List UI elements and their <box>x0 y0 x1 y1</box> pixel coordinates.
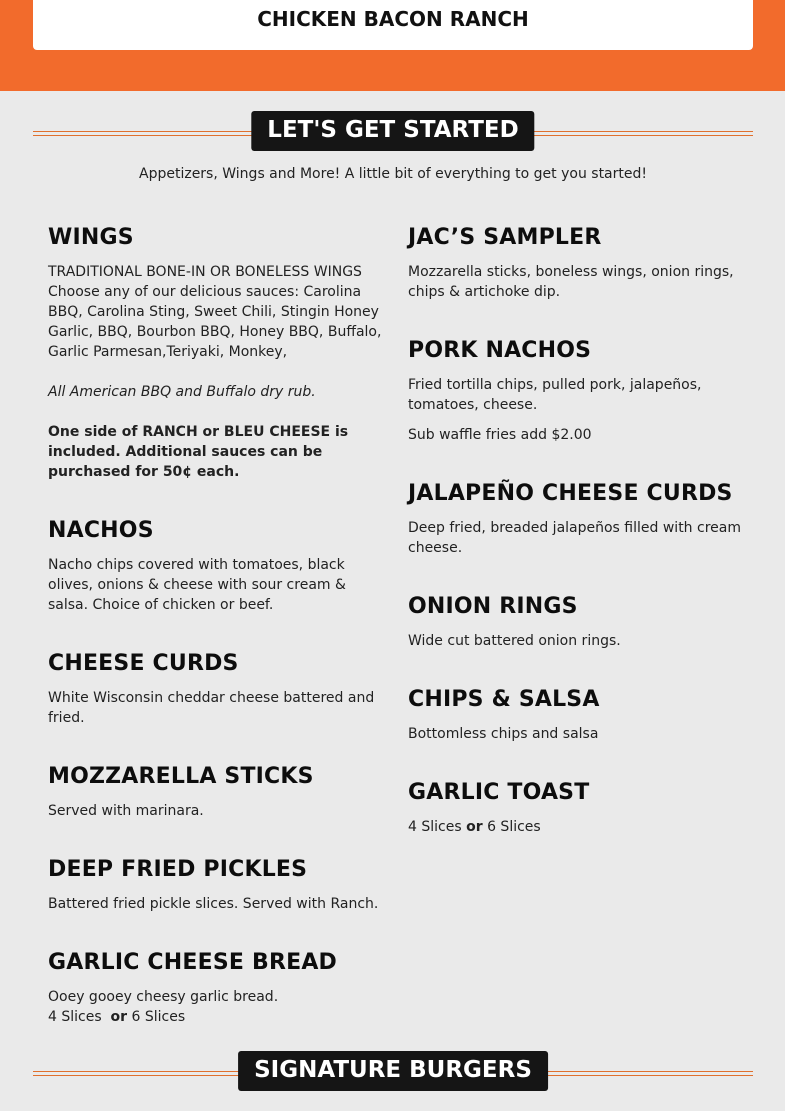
option-6-slices: 6 Slices <box>131 1009 186 1025</box>
item-description: Ooey gooey cheesy garlic bread. <box>48 989 279 1005</box>
item-description: Mozzarella sticks, boneless wings, onion rings, chips & artichoke dip. <box>408 264 734 300</box>
menu-item-nachos <box>48 518 383 615</box>
section-subtitle: Appetizers, Wings and More! A little bit of everything to get you started! <box>139 166 647 182</box>
option-4-slices: 4 Slices <box>408 819 462 835</box>
menu-item-mozzarella-sticks <box>48 764 383 821</box>
menu-item-jalapeno-cheese-curds <box>408 481 748 558</box>
item-description: White Wisconsin cheddar cheese battered and fried. <box>48 690 375 726</box>
item-description: Served with marinara. <box>48 803 204 819</box>
item-description: Nacho chips covered with tomatoes, black olives, onions & cheese with sour cream & salsa. Choice of chicken or beef. <box>48 557 346 613</box>
menu-item-onion-rings <box>408 594 748 651</box>
item-name: MOZZARELLA STICKS <box>48 764 314 789</box>
item-options <box>408 817 748 837</box>
item-description <box>48 262 383 362</box>
section-header-starters <box>33 111 753 151</box>
menu-column-right <box>408 225 748 867</box>
item-description: Battered fried pickle slices. Served with Ranch. <box>48 896 379 912</box>
item-name: DEEP FRIED PICKLES <box>48 857 308 882</box>
item-extra: Sub waffle fries add $2.00 <box>408 427 592 443</box>
item-name: JALAPEÑO CHEESE CURDS <box>408 481 733 506</box>
item-description: Fried tortilla chips, pulled pork, jalapeños, tomatoes, cheese. <box>408 377 702 413</box>
menu-item-garlic-toast <box>408 780 748 837</box>
section-title-burgers: SIGNATURE BURGERS <box>238 1051 548 1091</box>
item-name: ONION RINGS <box>408 594 578 619</box>
item-options <box>48 1007 383 1027</box>
section-header-burgers <box>33 1051 753 1091</box>
item-description: Wide cut battered onion rings. <box>408 633 621 649</box>
menu-item-chips-salsa <box>408 687 748 744</box>
item-name: CHIPS & SALSA <box>408 687 600 712</box>
wings-dry-rub: All American BBQ and Buffalo dry rub. <box>48 384 316 400</box>
menu-column-left <box>48 225 383 1057</box>
option-6-slices: 6 Slices <box>487 819 541 835</box>
promo-title: CHICKEN BACON RANCH <box>257 7 529 31</box>
menu-item-wings <box>48 225 383 482</box>
section-title-starters: LET'S GET STARTED <box>251 111 534 151</box>
promo-card <box>33 0 753 50</box>
wings-type: TRADITIONAL BONE-IN OR BONELESS WINGS <box>48 264 362 280</box>
menu-item-cheese-curds <box>48 651 383 728</box>
item-description: Deep fried, breaded jalapeños filled with cream cheese. <box>408 520 741 556</box>
option-4-slices: 4 Slices <box>48 1009 102 1025</box>
menu-item-pork-nachos <box>408 338 748 445</box>
item-name: CHEESE CURDS <box>48 651 239 676</box>
wings-sauces: Choose any of our delicious sauces: Carolina BBQ, Carolina Sting, Sweet Chili, Stingin Honey Garlic, BBQ, Bourbon BBQ, Honey BBQ, Buffalo, Garlic Parmesan,Teriyaki, Monkey, <box>48 284 382 360</box>
item-name: NACHOS <box>48 518 154 543</box>
menu-item-deep-fried-pickles <box>48 857 383 914</box>
item-name: WINGS <box>48 225 134 250</box>
item-description: Bottomless chips and salsa <box>408 726 599 742</box>
item-name: JAC’S SAMPLER <box>408 225 602 250</box>
menu-item-garlic-cheese-bread <box>48 950 383 1027</box>
item-name: GARLIC CHEESE BREAD <box>48 950 338 975</box>
item-name: GARLIC TOAST <box>408 780 590 805</box>
option-or: or <box>110 1009 128 1025</box>
option-or: or <box>466 819 483 835</box>
wings-note: One side of RANCH or BLEU CHEESE is included. Additional sauces can be purchased for 50¢ each. <box>48 424 349 480</box>
menu-item-jacs-sampler <box>408 225 748 302</box>
item-name: PORK NACHOS <box>408 338 592 363</box>
